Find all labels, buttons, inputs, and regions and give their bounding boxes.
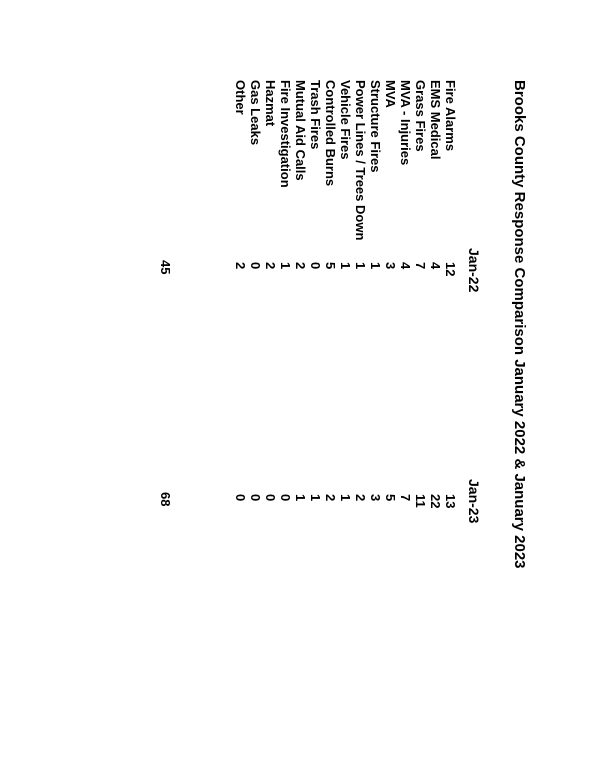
total-jan-22: 45 <box>158 260 173 275</box>
row-label: EMS Medical <box>428 80 443 160</box>
row-value-jan-22: 2 <box>293 262 308 270</box>
row-value-jan-22: 4 <box>398 262 413 270</box>
row-label: Grass Fires <box>413 80 428 152</box>
row-value-jan-23: 0 <box>248 494 263 502</box>
column-header-jan-22: Jan-22 <box>466 248 482 293</box>
row-label: Controlled Burns <box>323 80 338 187</box>
row-value-jan-22: 5 <box>323 262 338 270</box>
row-value-jan-22: 0 <box>248 262 263 270</box>
row-value-jan-22: 7 <box>413 262 428 270</box>
row-value-jan-23: 7 <box>398 494 413 502</box>
row-label: Other <box>233 80 248 115</box>
row-label: Fire Investigation <box>278 80 293 188</box>
row-label: Vehicle Fires <box>338 80 353 160</box>
row-label: MVA <box>383 80 398 108</box>
row-label: Gas Leaks <box>248 80 263 146</box>
row-value-jan-23: 13 <box>443 494 458 509</box>
row-value-jan-22: 2 <box>263 262 278 270</box>
row-value-jan-22: 0 <box>308 262 323 270</box>
row-value-jan-23: 0 <box>278 494 293 502</box>
row-value-jan-23: 22 <box>428 494 443 509</box>
row-value-jan-23: 3 <box>368 494 383 502</box>
row-value-jan-22: 1 <box>368 262 383 270</box>
document-title: Brooks County Response Comparison January 2022 & January 2023 <box>511 80 528 569</box>
row-value-jan-22: 1 <box>353 262 368 270</box>
row-value-jan-23: 2 <box>323 494 338 502</box>
row-label: Fire Alarms <box>443 80 458 152</box>
row-label: Structure Fires <box>368 80 383 173</box>
row-label: Hazmat <box>263 80 278 127</box>
row-value-jan-22: 2 <box>233 262 248 270</box>
row-value-jan-22: 12 <box>443 262 458 277</box>
row-label: Power Lines / Trees Down <box>353 80 368 241</box>
row-label: MVA - Injuries <box>398 80 413 166</box>
row-value-jan-23: 5 <box>383 494 398 502</box>
row-value-jan-22: 4 <box>428 262 443 270</box>
row-label: Trash Fires <box>308 80 323 150</box>
row-value-jan-22: 3 <box>383 262 398 270</box>
row-value-jan-22: 1 <box>278 262 293 270</box>
row-value-jan-23: 0 <box>233 494 248 502</box>
row-label: Mutual Aid Calls <box>293 80 308 181</box>
row-value-jan-23: 0 <box>263 494 278 502</box>
row-value-jan-23: 1 <box>308 494 323 502</box>
row-value-jan-23: 2 <box>353 494 368 502</box>
row-value-jan-23: 11 <box>413 494 428 508</box>
row-value-jan-22: 1 <box>338 262 353 270</box>
row-value-jan-23: 1 <box>293 494 308 502</box>
column-header-jan-23: Jan-23 <box>466 479 482 524</box>
total-jan-23: 68 <box>158 492 173 507</box>
row-value-jan-23: 1 <box>338 494 353 502</box>
